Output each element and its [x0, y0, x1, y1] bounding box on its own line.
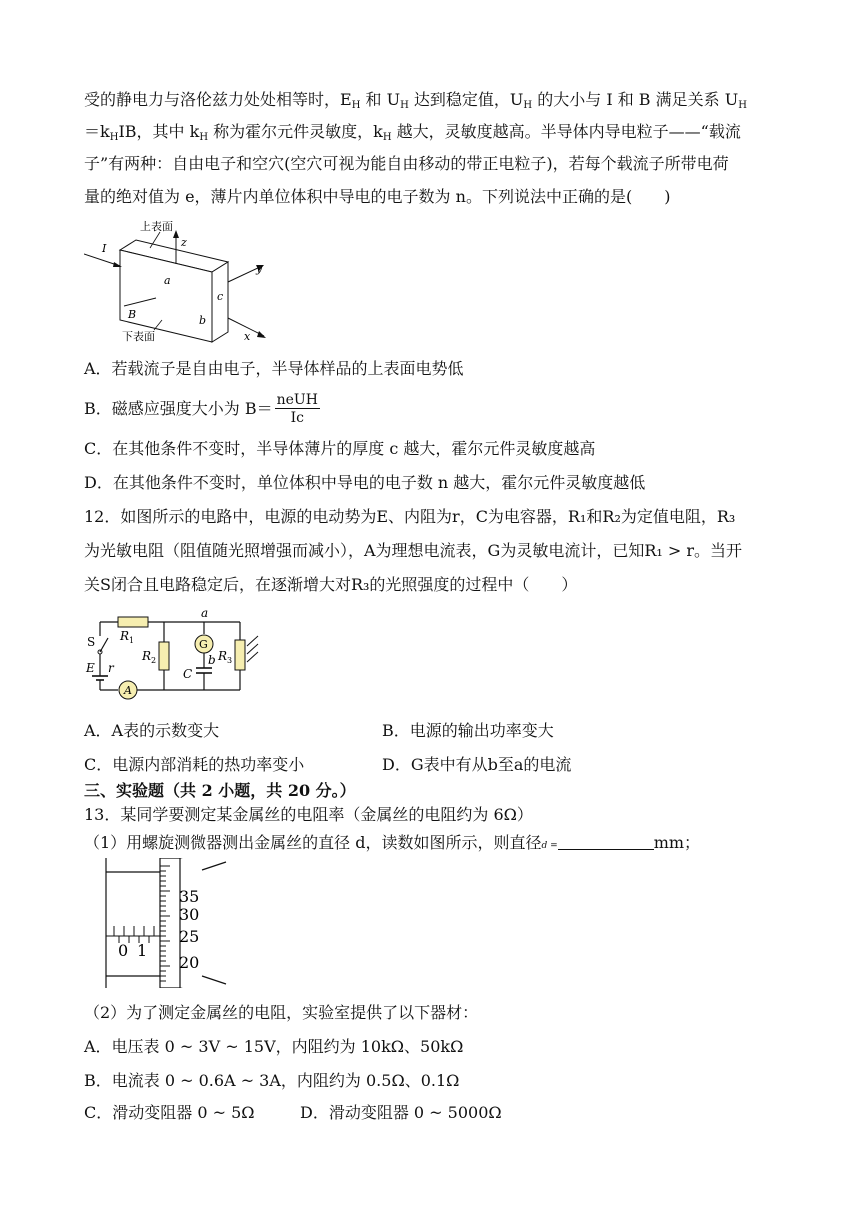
svg-text:35: 35 — [179, 887, 200, 906]
svg-text:G: G — [199, 638, 208, 651]
svg-text:R: R — [142, 649, 152, 663]
q11-line-4: 量的绝对值为 e，薄片内单位体积中导电的电子数为 n。下列说法中正确的是( ) — [84, 187, 671, 206]
svg-text:S: S — [87, 635, 96, 649]
q13-option-c: C．滑动变阻器 0 ~ 5Ω — [84, 1103, 255, 1122]
svg-text:b: b — [199, 314, 207, 327]
svg-text:20: 20 — [179, 953, 200, 972]
svg-text:2: 2 — [151, 656, 157, 665]
svg-text:25: 25 — [179, 927, 200, 946]
r3-photoresistor — [235, 640, 245, 670]
q13-line-2: （1）用螺旋测微器测出金属丝的直径 d，读数如图所示，则直径d = mm； — [84, 833, 701, 852]
q12-option-a: A．A表的示数变大 — [84, 721, 220, 740]
svg-text:c: c — [217, 290, 224, 303]
label-B: B — [128, 308, 137, 321]
q12-option-c: C．电源内部消耗的热功率变小 — [84, 755, 305, 774]
r2-resistor — [159, 642, 169, 670]
q11-option-b: B．磁感应强度大小为 B＝ $\frac{\text{neUH}}{Ic}$ — [84, 392, 318, 426]
q12-line-2: 为光敏电阻（阻值随光照增强而减小），A为理想电流表，G为灵敏电流计，已知R₁ > r。当开 — [84, 541, 743, 560]
q13-line-1: 13．某同学要测定某金属丝的电阻率（金属丝的电阻约为 6Ω） — [84, 805, 533, 824]
svg-text:E: E — [86, 661, 95, 675]
diameter-blank — [558, 833, 654, 850]
svg-text:b: b — [208, 653, 216, 667]
q11-line-1: 受的静电力与洛伦兹力处处相等时，$E_H$ 和 $U_H$ 达到稳定值，$U_H$ 的大小与 I 和 B 满足关系 $U_H$ — [84, 90, 747, 111]
micrometer-figure — [84, 858, 232, 988]
section-3-title: 三、实验题（共 2 小题，共 20 分。） — [84, 781, 356, 800]
svg-text:A: A — [124, 684, 132, 697]
svg-text:y: y — [256, 262, 263, 275]
q13-option-a: A．电压表 0 ~ 3V ~ 15V，内阻约为 10kΩ、50kΩ — [84, 1037, 464, 1056]
label-I: I — [102, 242, 107, 255]
svg-text:30: 30 — [179, 905, 200, 924]
svg-text:r: r — [108, 661, 114, 675]
label-top-surface: 上表面 — [140, 220, 173, 233]
hall-element-figure — [84, 220, 284, 348]
q11-option-a: A．若载流子是自由电子，半导体样品的上表面电势低 — [84, 359, 464, 378]
q11-line-3: 子”有两种：自由电子和空穴(空穴可视为能自由移动的带正电粒子)，若每个载流子所带电荷 — [84, 154, 729, 173]
q12-line-1: 12．如图所示的电路中，电源的电动势为E、内阻为r，C为电容器，R₁和R₂为定值电阻，R₃ — [84, 507, 736, 526]
q13-option-b: B．电流表 0 ~ 0.6A ~ 3A，内阻约为 0.5Ω、0.1Ω — [84, 1071, 460, 1090]
q11-option-d: D．在其他条件不变时，单位体积中导电的电子数 n 越大，霍尔元件灵敏度越低 — [84, 473, 646, 492]
svg-text:C: C — [183, 667, 193, 681]
svg-text:0: 0 — [118, 941, 129, 960]
svg-text:a: a — [201, 606, 209, 620]
q12-option-d: D．G表中有从b至a的电流 — [382, 755, 572, 774]
q11-line-2: $=k_HIB$，其中 $k_H$ 称为霍尔元件灵敏度，$k_H$ 越大，灵敏度越高。半导体内导电粒子——“载流 — [84, 122, 741, 143]
svg-text:3: 3 — [227, 656, 233, 665]
q13-line-3: （2）为了测定金属丝的电阻，实验室提供了以下器材： — [84, 1003, 479, 1022]
svg-text:a: a — [164, 274, 171, 287]
q13-option-d: D．滑动变阻器 0 ~ 5000Ω — [300, 1103, 502, 1122]
q11-option-c: C．在其他条件不变时，半导体薄片的厚度 c 越大，霍尔元件灵敏度越高 — [84, 439, 596, 458]
label-bottom-surface: 下表面 — [122, 330, 155, 343]
svg-text:z: z — [181, 236, 187, 249]
r1-resistor — [118, 617, 148, 627]
q12-option-b: B．电源的输出功率变大 — [382, 721, 554, 740]
svg-text:1: 1 — [129, 636, 135, 645]
circuit-figure — [84, 606, 260, 702]
q12-line-3: 关S闭合且电路稳定后，在逐渐增大对R₃的光照强度的过程中（ ） — [84, 575, 578, 594]
svg-text:1: 1 — [137, 941, 148, 960]
svg-text:R: R — [120, 629, 130, 643]
svg-text:x: x — [244, 330, 251, 343]
svg-text:R: R — [218, 649, 228, 663]
